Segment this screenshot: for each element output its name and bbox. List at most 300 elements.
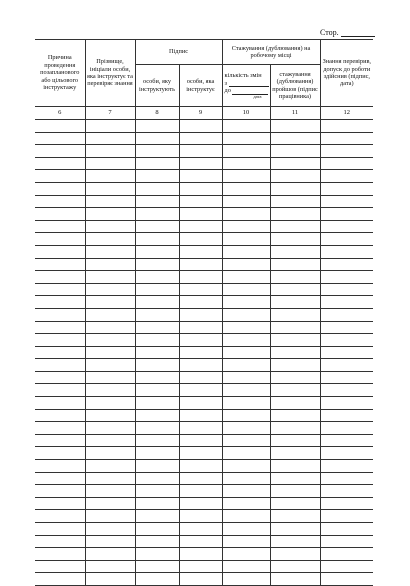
table-cell[interactable]	[270, 132, 320, 145]
table-cell[interactable]	[179, 120, 222, 133]
table-cell[interactable]	[222, 460, 270, 473]
shift-count-label: кількість змін	[224, 72, 262, 80]
table-cell[interactable]	[222, 523, 270, 536]
table-cell[interactable]	[320, 510, 373, 523]
table-cell[interactable]	[85, 548, 135, 561]
table-cell[interactable]	[135, 220, 179, 233]
table-cell[interactable]	[270, 283, 320, 296]
table-cell[interactable]	[222, 434, 270, 447]
table-cell[interactable]	[320, 497, 373, 510]
table-cell[interactable]	[179, 220, 222, 233]
table-cell[interactable]	[35, 434, 85, 447]
table-cell[interactable]	[270, 258, 320, 271]
table-cell[interactable]	[35, 472, 85, 485]
table-cell[interactable]	[320, 523, 373, 536]
table-cell[interactable]	[270, 472, 320, 485]
table-cell[interactable]	[85, 485, 135, 498]
table-cell[interactable]	[320, 271, 373, 284]
table-cell[interactable]	[270, 170, 320, 183]
table-cell[interactable]	[179, 434, 222, 447]
table-cell[interactable]	[135, 346, 179, 359]
table-cell[interactable]	[179, 472, 222, 485]
table-cell[interactable]	[222, 573, 270, 586]
table-cell[interactable]	[35, 233, 85, 246]
table-cell[interactable]	[222, 283, 270, 296]
table-cell[interactable]	[222, 321, 270, 334]
table-cell[interactable]	[222, 422, 270, 435]
table-cell[interactable]	[270, 422, 320, 435]
table-cell[interactable]	[85, 245, 135, 258]
table-cell[interactable]	[35, 321, 85, 334]
table-cell[interactable]	[135, 195, 179, 208]
table-cell[interactable]	[320, 334, 373, 347]
table-cell[interactable]	[222, 510, 270, 523]
table-cell[interactable]	[222, 208, 270, 221]
table-cell[interactable]	[35, 485, 85, 498]
table-cell[interactable]	[35, 220, 85, 233]
table-cell[interactable]	[320, 548, 373, 561]
table-row	[35, 460, 373, 473]
table-cell[interactable]	[35, 447, 85, 460]
table-cell[interactable]	[35, 245, 85, 258]
table-cell[interactable]	[85, 132, 135, 145]
table-cell[interactable]	[270, 397, 320, 410]
page-number-blank[interactable]	[341, 28, 375, 37]
table-cell[interactable]	[85, 523, 135, 536]
table-cell[interactable]	[222, 359, 270, 372]
table-cell[interactable]	[179, 346, 222, 359]
table-cell[interactable]	[179, 157, 222, 170]
table-cell[interactable]	[35, 334, 85, 347]
table-cell[interactable]	[35, 359, 85, 372]
table-cell[interactable]	[320, 170, 373, 183]
table-cell[interactable]	[222, 120, 270, 133]
table-cell[interactable]	[85, 560, 135, 573]
table-row	[35, 497, 373, 510]
table-cell[interactable]	[135, 258, 179, 271]
col-num: 12	[320, 107, 373, 120]
table-cell[interactable]	[179, 170, 222, 183]
table-cell[interactable]	[222, 371, 270, 384]
table-cell[interactable]	[320, 120, 373, 133]
table-cell[interactable]	[85, 384, 135, 397]
table-cell[interactable]	[135, 523, 179, 536]
table-cell[interactable]	[179, 523, 222, 536]
table-cell[interactable]	[135, 321, 179, 334]
table-cell[interactable]	[35, 523, 85, 536]
table-cell[interactable]	[270, 548, 320, 561]
table-cell[interactable]	[179, 334, 222, 347]
table-row	[35, 195, 373, 208]
table-cell[interactable]	[135, 296, 179, 309]
table-cell[interactable]	[270, 182, 320, 195]
table-cell[interactable]	[35, 384, 85, 397]
table-cell[interactable]	[270, 535, 320, 548]
table-cell[interactable]	[85, 296, 135, 309]
table-cell[interactable]	[135, 447, 179, 460]
table-cell[interactable]	[135, 283, 179, 296]
table-cell[interactable]	[270, 384, 320, 397]
table-cell[interactable]	[85, 371, 135, 384]
table-cell[interactable]	[222, 346, 270, 359]
table-cell[interactable]	[35, 258, 85, 271]
from-label: з	[224, 79, 228, 87]
table-cell[interactable]	[320, 308, 373, 321]
table-cell[interactable]	[320, 447, 373, 460]
table-cell[interactable]	[270, 120, 320, 133]
table-cell[interactable]	[179, 573, 222, 586]
header-col-6: Причина проведення позапланового або цільового інструктажу	[35, 40, 85, 107]
table-cell[interactable]	[35, 497, 85, 510]
table-cell[interactable]	[222, 220, 270, 233]
table-cell[interactable]	[135, 233, 179, 246]
table-cell[interactable]	[320, 233, 373, 246]
table-row	[35, 208, 373, 221]
table-cell[interactable]	[320, 346, 373, 359]
table-cell[interactable]	[222, 485, 270, 498]
table-cell[interactable]	[320, 472, 373, 485]
table-cell[interactable]	[320, 434, 373, 447]
table-cell[interactable]	[222, 258, 270, 271]
table-cell[interactable]	[85, 258, 135, 271]
table-cell[interactable]	[270, 409, 320, 422]
table-row	[35, 485, 373, 498]
table-cell[interactable]	[35, 573, 85, 586]
table-cell[interactable]	[270, 485, 320, 498]
table-cell[interactable]	[270, 321, 320, 334]
table-cell[interactable]	[270, 195, 320, 208]
table-row	[35, 132, 373, 145]
table-cell[interactable]	[222, 195, 270, 208]
table-cell[interactable]	[320, 560, 373, 573]
table-cell[interactable]	[320, 422, 373, 435]
table-cell[interactable]	[35, 548, 85, 561]
table-cell[interactable]	[320, 485, 373, 498]
table-cell[interactable]	[270, 371, 320, 384]
header-col-10	[222, 65, 270, 107]
table-cell[interactable]	[179, 510, 222, 523]
table-cell[interactable]	[270, 271, 320, 284]
table-cell[interactable]	[270, 573, 320, 586]
table-cell[interactable]	[85, 434, 135, 447]
table-cell[interactable]	[135, 245, 179, 258]
table-cell[interactable]	[179, 384, 222, 397]
table-cell[interactable]	[35, 422, 85, 435]
table-cell[interactable]	[270, 296, 320, 309]
table-cell[interactable]	[179, 208, 222, 221]
table-cell[interactable]	[135, 157, 179, 170]
table-cell[interactable]	[320, 157, 373, 170]
table-cell[interactable]	[320, 535, 373, 548]
table-cell[interactable]	[85, 397, 135, 410]
col-num: 10	[222, 107, 270, 120]
table-cell[interactable]	[85, 308, 135, 321]
table-cell[interactable]	[85, 447, 135, 460]
table-cell[interactable]	[179, 145, 222, 158]
table-cell[interactable]	[222, 397, 270, 410]
table-row	[35, 434, 373, 447]
table-cell[interactable]	[222, 245, 270, 258]
table-cell[interactable]	[222, 145, 270, 158]
table-cell[interactable]	[222, 535, 270, 548]
table-cell[interactable]	[35, 308, 85, 321]
table-cell[interactable]	[270, 523, 320, 536]
table-cell[interactable]	[85, 359, 135, 372]
table-row	[35, 535, 373, 548]
table-cell[interactable]	[135, 271, 179, 284]
table-cell[interactable]	[35, 397, 85, 410]
table-cell[interactable]	[35, 182, 85, 195]
table-cell[interactable]	[179, 132, 222, 145]
table-cell[interactable]	[35, 195, 85, 208]
table-cell[interactable]	[222, 182, 270, 195]
table-cell[interactable]	[222, 497, 270, 510]
table-row	[35, 560, 373, 573]
table-cell[interactable]	[85, 409, 135, 422]
dates-label: дата	[253, 93, 262, 99]
table-cell[interactable]	[222, 447, 270, 460]
table-cell[interactable]	[35, 510, 85, 523]
table-row	[35, 120, 373, 133]
table-cell[interactable]	[135, 334, 179, 347]
table-cell[interactable]	[135, 409, 179, 422]
table-cell[interactable]	[320, 359, 373, 372]
col-num: 7	[85, 107, 135, 120]
table-cell[interactable]	[35, 132, 85, 145]
table-cell[interactable]	[222, 334, 270, 347]
table-cell[interactable]	[222, 271, 270, 284]
table-cell[interactable]	[135, 535, 179, 548]
table-cell[interactable]	[135, 308, 179, 321]
table-cell[interactable]	[135, 145, 179, 158]
table-cell[interactable]	[222, 472, 270, 485]
table-cell[interactable]	[222, 296, 270, 309]
table-cell[interactable]	[135, 208, 179, 221]
header-signature-group: Підпис	[135, 40, 222, 65]
table-cell[interactable]	[320, 409, 373, 422]
table-cell[interactable]	[179, 258, 222, 271]
table-row	[35, 573, 373, 586]
table-cell[interactable]	[179, 397, 222, 410]
table-cell[interactable]	[320, 397, 373, 410]
table-cell[interactable]	[85, 422, 135, 435]
table-cell[interactable]	[35, 460, 85, 473]
table-cell[interactable]	[270, 157, 320, 170]
table-row	[35, 371, 373, 384]
table-cell[interactable]	[35, 371, 85, 384]
table-cell[interactable]	[85, 497, 135, 510]
table-cell[interactable]	[270, 220, 320, 233]
table-cell[interactable]	[85, 233, 135, 246]
header-col-12: Знання перевірив, допуск до роботи здійснив (підпис, дата)	[320, 40, 373, 107]
table-cell[interactable]	[222, 157, 270, 170]
table-cell[interactable]	[270, 245, 320, 258]
table-cell[interactable]	[85, 573, 135, 586]
table-cell[interactable]	[222, 548, 270, 561]
table-cell[interactable]	[270, 308, 320, 321]
table-cell[interactable]	[320, 283, 373, 296]
table-cell[interactable]	[320, 296, 373, 309]
header-internship-group: Стажування (дублювання) на робочому місці	[222, 40, 320, 65]
table-cell[interactable]	[320, 245, 373, 258]
table-cell[interactable]	[135, 497, 179, 510]
table-cell[interactable]	[222, 384, 270, 397]
table-cell[interactable]	[135, 472, 179, 485]
table-cell[interactable]	[85, 157, 135, 170]
table-cell[interactable]	[85, 195, 135, 208]
table-cell[interactable]	[35, 157, 85, 170]
table-cell[interactable]	[179, 321, 222, 334]
table-cell[interactable]	[320, 208, 373, 221]
table-cell[interactable]	[135, 170, 179, 183]
table-cell[interactable]	[179, 308, 222, 321]
header-col-9: особи, яка інструктує	[179, 65, 222, 107]
table-cell[interactable]	[270, 434, 320, 447]
table-cell[interactable]	[135, 397, 179, 410]
table-cell[interactable]	[135, 422, 179, 435]
table-row	[35, 283, 373, 296]
table-cell[interactable]	[179, 296, 222, 309]
table-cell[interactable]	[85, 472, 135, 485]
table-cell[interactable]	[179, 560, 222, 573]
table-cell[interactable]	[85, 460, 135, 473]
table-cell[interactable]	[270, 334, 320, 347]
table-cell[interactable]	[85, 220, 135, 233]
table-cell[interactable]	[135, 573, 179, 586]
table-row	[35, 271, 373, 284]
table-cell[interactable]	[85, 510, 135, 523]
table-row	[35, 523, 373, 536]
table-row	[35, 548, 373, 561]
table-cell[interactable]	[179, 182, 222, 195]
table-cell[interactable]	[270, 208, 320, 221]
table-row	[35, 220, 373, 233]
table-row	[35, 245, 373, 258]
table-cell[interactable]	[135, 359, 179, 372]
table-cell[interactable]	[179, 422, 222, 435]
table-cell[interactable]	[320, 145, 373, 158]
table-cell[interactable]	[135, 384, 179, 397]
table-cell[interactable]	[270, 497, 320, 510]
column-number-row	[35, 107, 373, 120]
table-cell[interactable]	[320, 132, 373, 145]
table-cell[interactable]	[179, 233, 222, 246]
table-cell[interactable]	[135, 560, 179, 573]
table-cell[interactable]	[222, 409, 270, 422]
table-cell[interactable]	[35, 283, 85, 296]
table-cell[interactable]	[179, 359, 222, 372]
table-cell[interactable]	[135, 460, 179, 473]
table-cell[interactable]	[320, 182, 373, 195]
table-cell[interactable]	[35, 145, 85, 158]
table-row	[35, 182, 373, 195]
table-cell[interactable]	[85, 145, 135, 158]
table-cell[interactable]	[135, 510, 179, 523]
table-cell[interactable]	[270, 359, 320, 372]
table-cell[interactable]	[85, 535, 135, 548]
table-cell[interactable]	[270, 510, 320, 523]
table-cell[interactable]	[85, 346, 135, 359]
col-num: 11	[270, 107, 320, 120]
table-cell[interactable]	[85, 271, 135, 284]
table-cell[interactable]	[179, 409, 222, 422]
table-cell[interactable]	[179, 245, 222, 258]
table-cell[interactable]	[135, 120, 179, 133]
table-cell[interactable]	[135, 371, 179, 384]
table-cell[interactable]	[85, 321, 135, 334]
table-cell[interactable]	[179, 447, 222, 460]
table-cell[interactable]	[85, 120, 135, 133]
table-cell[interactable]	[179, 371, 222, 384]
table-cell[interactable]	[85, 283, 135, 296]
table-cell[interactable]	[35, 170, 85, 183]
table-row	[35, 296, 373, 309]
table-cell[interactable]	[320, 321, 373, 334]
table-cell[interactable]	[35, 409, 85, 422]
table-cell[interactable]	[320, 384, 373, 397]
table-cell[interactable]	[35, 535, 85, 548]
table-row	[35, 308, 373, 321]
table-cell[interactable]	[320, 220, 373, 233]
table-cell[interactable]	[270, 447, 320, 460]
table-cell[interactable]	[35, 120, 85, 133]
table-cell[interactable]	[222, 560, 270, 573]
table-cell[interactable]	[222, 170, 270, 183]
table-cell[interactable]	[222, 132, 270, 145]
table-cell[interactable]	[85, 170, 135, 183]
table-cell[interactable]	[320, 573, 373, 586]
table-cell[interactable]	[320, 195, 373, 208]
table-cell[interactable]	[135, 434, 179, 447]
table-cell[interactable]	[222, 308, 270, 321]
table-cell[interactable]	[320, 460, 373, 473]
table-cell[interactable]	[135, 132, 179, 145]
table-cell[interactable]	[222, 233, 270, 246]
table-cell[interactable]	[179, 283, 222, 296]
col-num: 6	[35, 107, 85, 120]
table-cell[interactable]	[270, 145, 320, 158]
table-cell[interactable]	[135, 548, 179, 561]
table-row	[35, 145, 373, 158]
table-cell[interactable]	[179, 460, 222, 473]
table-cell[interactable]	[135, 485, 179, 498]
table-cell[interactable]	[35, 296, 85, 309]
table-cell[interactable]	[320, 371, 373, 384]
table-cell[interactable]	[35, 271, 85, 284]
table-cell[interactable]	[179, 497, 222, 510]
table-cell[interactable]	[85, 334, 135, 347]
table-cell[interactable]	[135, 182, 179, 195]
table-cell[interactable]	[85, 208, 135, 221]
table-cell[interactable]	[320, 258, 373, 271]
table-cell[interactable]	[179, 271, 222, 284]
table-cell[interactable]	[179, 548, 222, 561]
table-cell[interactable]	[270, 233, 320, 246]
table-cell[interactable]	[179, 535, 222, 548]
table-body	[35, 107, 373, 586]
table-cell[interactable]	[270, 560, 320, 573]
table-cell[interactable]	[270, 346, 320, 359]
table-cell[interactable]	[35, 208, 85, 221]
table-cell[interactable]	[179, 195, 222, 208]
table-row	[35, 447, 373, 460]
table-cell[interactable]	[85, 182, 135, 195]
table-cell[interactable]	[35, 346, 85, 359]
table-cell[interactable]	[35, 560, 85, 573]
table-cell[interactable]	[179, 485, 222, 498]
table-cell[interactable]	[270, 460, 320, 473]
page-number-label: Стор.	[320, 28, 375, 37]
